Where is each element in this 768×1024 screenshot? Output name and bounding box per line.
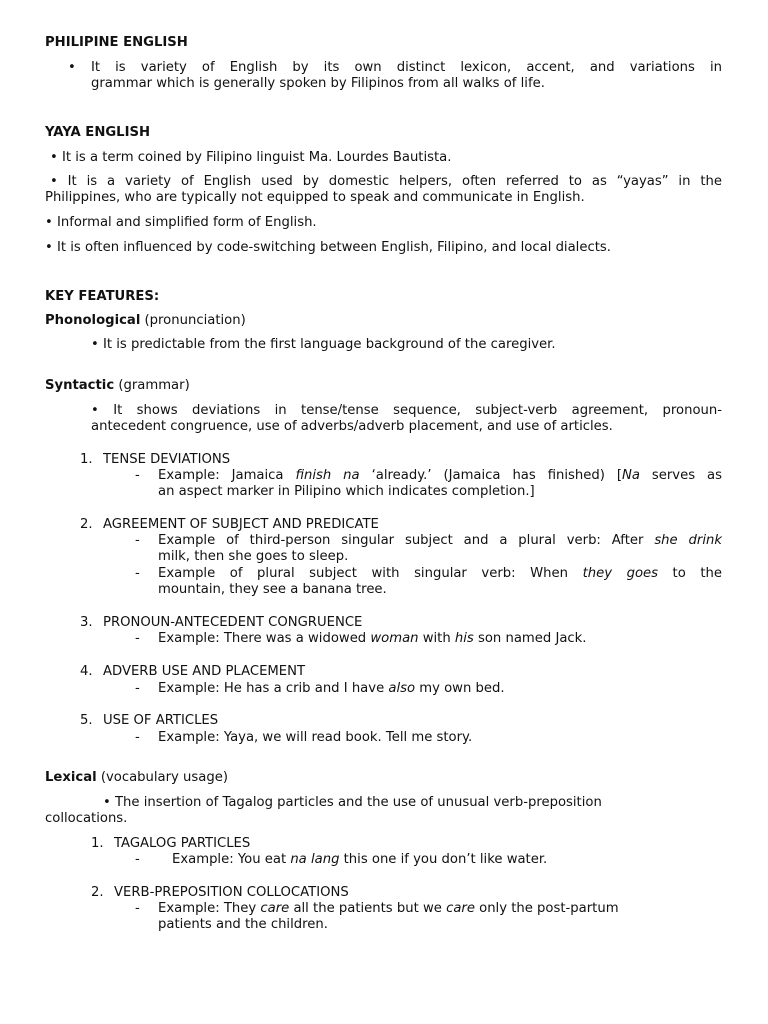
heading-key-features: KEY FEATURES: (45, 289, 160, 304)
list-item-label: TAGALOG PARTICLES (114, 836, 251, 851)
dash-marker: - (135, 901, 140, 916)
list-number: 4. (80, 664, 93, 679)
example-text: Example: He has a crib and I have also my own bed. (158, 681, 505, 696)
list-item-label: ADVERB USE AND PLACEMENT (103, 664, 306, 679)
definition-line: It is variety of English by its own distinct lexicon, accent, and variations in (91, 60, 722, 75)
list-number: 1. (91, 836, 104, 851)
yaya-bullet-continued: Philippines, who are typically not equipped to speak and communicate in English. (45, 190, 585, 205)
example-text: Example: They care all the patients but we care only the post-partum (158, 901, 619, 916)
list-number: 2. (91, 885, 104, 900)
yaya-bullet: • It is a term coined by Filipino linguist Ma. Lourdes Bautista. (50, 150, 452, 165)
dash-marker: - (135, 631, 140, 646)
example-text-continued: mountain, they see a banana tree. (158, 582, 387, 597)
dash-marker: - (135, 730, 140, 745)
list-item-label: PRONOUN-ANTECEDENT CONGRUENCE (103, 615, 363, 630)
example-text: Example of third-person singular subject and a plural verb: After she drink (158, 533, 722, 548)
example-text: Example: Jamaica finish na ‘already.’ (Jamaica has finished) [Na serves as (158, 468, 722, 483)
example-text-continued: milk, then she goes to sleep. (158, 549, 349, 564)
dash-marker: - (135, 681, 140, 696)
example-text-continued: an aspect marker in Pilipino which indicates completion.] (158, 484, 535, 499)
list-item-label: TENSE DEVIATIONS (103, 452, 231, 467)
lexical-bullet: • The insertion of Tagalog particles and the use of unusual verb-preposition (103, 795, 602, 810)
dash-marker: - (135, 566, 140, 581)
definition-line: grammar which is generally spoken by Filipinos from all walks of life. (91, 76, 545, 91)
list-number: 2. (80, 517, 93, 532)
heading-philipine-english: PHILIPINE ENGLISH (45, 35, 188, 50)
example-text-continued: patients and the children. (158, 917, 328, 932)
dash-marker: - (135, 852, 140, 867)
syntactic-bullet-continued: antecedent congruence, use of adverbs/adverb placement, and use of articles. (91, 419, 613, 434)
example-text: Example of plural subject with singular verb: When they goes to the (158, 566, 723, 581)
yaya-bullet: • It is often influenced by code-switching between English, Filipino, and local dialects. (45, 240, 611, 255)
yaya-bullet: • Informal and simplified form of English. (45, 215, 317, 230)
dash-marker: - (135, 468, 140, 483)
syntactic-heading: Syntactic (grammar) (45, 378, 190, 393)
list-number: 3. (80, 615, 93, 630)
lexical-bullet-continued: collocations. (45, 811, 128, 826)
list-number: 5. (80, 713, 93, 728)
example-text: Example: You eat na lang this one if you don’t like water. (172, 852, 548, 867)
syntactic-bullet: • It shows deviations in tense/tense sequence, subject-verb agreement, pronoun- (91, 403, 722, 418)
yaya-bullet: • It is a variety of English used by domestic helpers, often referred to as “yayas” in the (50, 174, 722, 189)
list-item-label: USE OF ARTICLES (103, 713, 219, 728)
bullet-marker: • (68, 60, 76, 75)
phonological-heading: Phonological (pronunciation) (45, 313, 246, 328)
example-text: Example: There was a widowed woman with his son named Jack. (158, 631, 587, 646)
lexical-heading: Lexical (vocabulary usage) (45, 770, 228, 785)
list-number: 1. (80, 452, 93, 467)
list-item-label: VERB-PREPOSITION COLLOCATIONS (114, 885, 349, 900)
list-item-label: AGREEMENT OF SUBJECT AND PREDICATE (103, 517, 379, 532)
example-text: Example: Yaya, we will read book. Tell me story. (158, 730, 473, 745)
dash-marker: - (135, 533, 140, 548)
heading-yaya-english: YAYA ENGLISH (45, 125, 151, 140)
phonological-bullet: • It is predictable from the first language background of the caregiver. (91, 337, 556, 352)
